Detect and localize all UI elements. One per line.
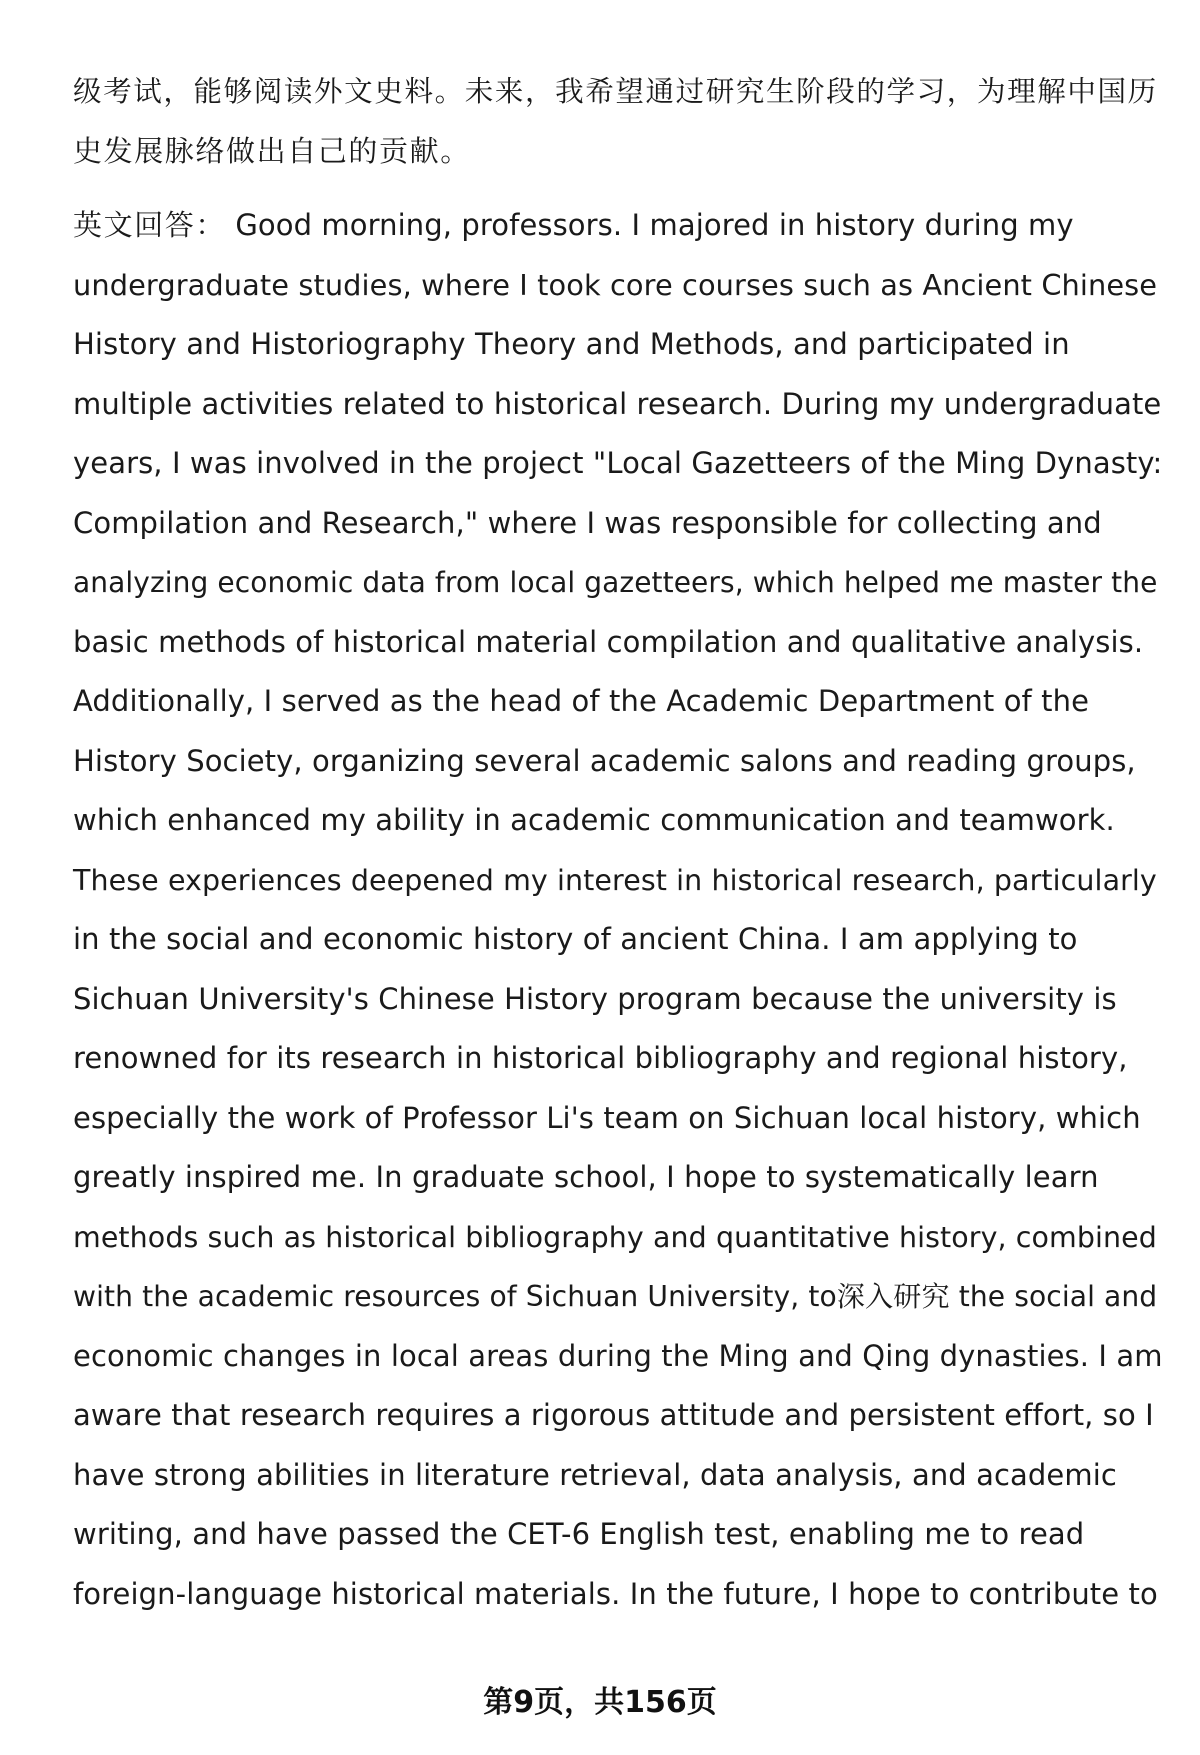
english-text-line: History and Historiography Theory and Methods, and participated in [73, 327, 1070, 361]
english-text-line: History Society, organizing several academic salons and reading groups, [73, 743, 1136, 778]
english-text-line: foreign-language historical materials. In the future, I hope to contribute to [73, 1576, 1158, 1611]
english-answer-label: 英文回答： [73, 208, 227, 242]
english-text-line: basic methods of historical material compilation and qualitative analysis. [73, 624, 1144, 659]
english-text-line: undergraduate studies, where I took core courses such as Ancient Chinese [73, 267, 1158, 302]
english-text-line: have strong abilities in literature retrieval, data analysis, and academic [73, 1457, 1117, 1492]
chinese-text-line: 级考试，能够阅读外文史料。未来，我希望通过研究生阶段的学习，为理解中国历 [73, 75, 1158, 108]
english-text-line: analyzing economic data from local gazetteers, which helped me master the [73, 566, 1158, 599]
english-text-line: multiple activities related to historical research. During my undergraduate [73, 386, 1162, 421]
chinese-text-line: 史发展脉络做出自己的贡献。 [73, 133, 471, 168]
english-text-line: renowned for its research in historical bibliography and regional history, [73, 1041, 1128, 1075]
document-body [73, 62, 1163, 1624]
english-text-line: methods such as historical bibliography and quantitative history, combined [73, 1220, 1157, 1254]
paragraph-gap [73, 181, 1163, 196]
english-text-line: especially the work of Professor Li's team on Sichuan local history, which [73, 1100, 1141, 1135]
english-text-line: These experiences deepened my interest in historical research, particularly [73, 863, 1157, 897]
english-text-line: economic changes in local areas during the Ming and Qing dynasties. I am [73, 1338, 1163, 1373]
english-text-line: greatly inspired me. In graduate school, I hope to systematically learn [73, 1160, 1099, 1194]
english-text-line: Compilation and Research," where I was responsible for collecting and [73, 505, 1102, 540]
english-text-line: Sichuan University's Chinese History program because the university is [73, 981, 1117, 1016]
english-text-line: years, I was involved in the project "Local Gazetteers of the Ming Dynasty: [73, 446, 1163, 480]
english-text-line: which enhanced my ability in academic communication and teamwork. [73, 803, 1115, 837]
page-number-footer: 第9页，共156页 [483, 1685, 717, 1720]
english-text-line: aware that research requires a rigorous attitude and persistent effort, so I [73, 1398, 1154, 1432]
english-text-line: in the social and economic history of ancient China. I am applying to [73, 922, 1078, 956]
english-text-first: Good morning, professors. I majored in history during my [235, 208, 1074, 242]
english-text-line: Additionally, I served as the head of the Academic Department of the [73, 684, 1090, 718]
english-text-line: writing, and have passed the CET-6 English test, enabling me to read [73, 1517, 1085, 1551]
english-answer-first-line [73, 196, 1163, 256]
english-text-line: with the academic resources of Sichuan University, to深入研究 the social and [73, 1280, 1158, 1313]
